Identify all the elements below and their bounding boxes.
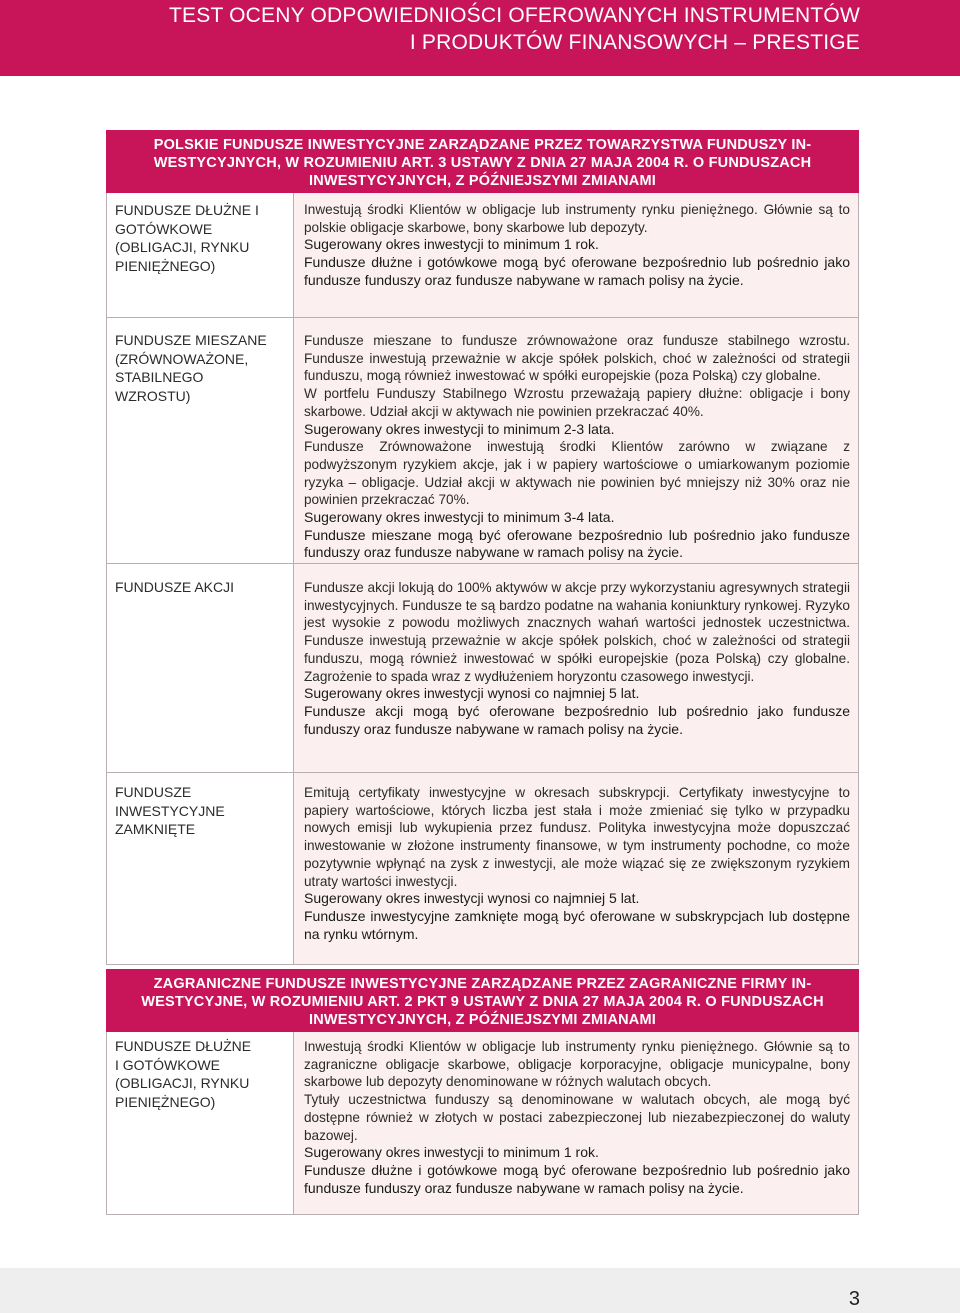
description-paragraph: W portfelu Funduszy Stabilnego Wzrostu przeważają papiery dłużne: obligacje i bony skarbowe. Udział akcji w aktywach nie powinien przekraczać 40%. [304,386,850,419]
section-2-header-line: INWESTYCYJNYCH, Z PÓŹNIEJSZYMI ZMIANAMI [309,1012,656,1028]
fund-row-mixed [106,318,859,564]
description-paragraph: Sugerowany okres inwestycji to minimum 3-4 lata. [304,509,615,526]
fund-type-label-line: PIENIĘŻNEGO) [115,257,216,274]
fund-row-foreign-debt-cash [106,1032,859,1215]
fund-type-label-line: ZAMKNIĘTE [115,821,196,837]
fund-row-debt-cash [106,193,859,318]
description-paragraph: Emitują certyfikaty inwestycyjne w okresach subskrypcji. Certyfikaty inwestycyjne to papiery wartościowe, których liczba jest stała i może zmieniać się tylko w przypadku nowych emisji lub wykupienia przez fundusz. Polityka inwestycyjna może dopuszczać inwestowanie w złożone instrumenty finansowe, w tym instrumenty pochodne, co może pozytywnie wpłynąć na zysk z inwestycji, ale może wiązać się ze zwiększonym ryzykiem utraty wartości inwestycji. [304,785,850,889]
section-1-header-line: POLSKIE FUNDUSZE INWESTYCYJNE ZARZĄDZANE PRZEZ TOWARZYSTWA FUNDUSZY IN- [153,137,812,153]
description-paragraph: Fundusze inwestycyjne zamknięte mogą być oferowane w subskrypcjach lub dostępne na rynku wtórnym. [304,907,850,942]
fund-type-label-line: WZROSTU) [115,387,191,404]
section-1-header-line: INWESTYCYJNYCH, Z PÓŹNIEJSZYMI ZMIANAMI [309,173,656,189]
fund-type-label-line: FUNDUSZE AKCJI [115,579,235,595]
title-line-1: TEST OCENY ODPOWIEDNIOŚCI OFEROWANYCH INSTRUMENTÓW [169,4,860,27]
description-paragraph: Inwestują środki Klientów w obligacje lub instrumenty rynku pieniężnego. Głównie są to zagraniczne obligacje skarbowe, obligacje korporacyjne, obligacje municypalne, bony skarbowe lub depozyty denominowane w różnych walutach obcych. [304,1039,850,1090]
section-2-header-line: ZAGRANICZNE FUNDUSZE INWESTYCYJNE ZARZĄDZANE PRZEZ ZAGRANICZNE FIRMY IN- [153,976,812,992]
section-2-header [106,969,859,1032]
description-paragraph: Sugerowany okres inwestycji to minimum 2-3 lata. [304,420,615,437]
description-paragraph: Sugerowany okres inwestycji wynosi co najmniej 5 lat. [304,890,640,907]
fund-row-equity [106,564,859,773]
fund-row-closed-end [106,773,859,965]
footer-band [0,1268,960,1313]
description-paragraph: Sugerowany okres inwestycji to minimum 1 rok. [304,236,599,253]
fund-type-label-line: (OBLIGACJI, RYNKU [115,1075,250,1091]
title-banner [0,0,960,76]
section-1-header [106,130,859,193]
description-paragraph: Fundusze dłużne i gotówkowe mogą być oferowane bezpośrednio lub pośrednio jako fundusze funduszy oraz fundusze nabywane w ramach polisy na życie. [304,1161,850,1196]
fund-description [294,193,858,317]
page-number: 3 [848,1288,860,1310]
description-paragraph: Fundusze akcji mogą być oferowane bezpośrednio lub pośrednio jako fundusze funduszy oraz fundusze nabywane w ramach polisy na życie. [304,702,850,737]
fund-description [294,773,858,964]
section-2-header-line: WESTYCYJNE, W ROZUMIENIU ART. 2 PKT 9 USTAWY Z DNIA 27 MAJA 2004 R. O FUNDUSZACH [141,994,824,1010]
fund-type-label-line: PIENIĘŻNEGO) [115,1093,216,1110]
description-paragraph: Fundusze akcji lokują do 100% aktywów w akcje przy wykorzystaniu agresywnych strategii inwestycyjnych. Fundusze te są bardzo podatne na wahania koniunktury rynkowej. Ryzyko jest wysokie z powodu możliwych znacznych wahań wartości jednostek uczestnictwa. Fundusze inwestują przeważnie w akcje spółek polskich, choć w zależności od strategii funduszu, mogą również inwestować w spółki europejskie (poza Polską) czy globalne. Zagrożenie to spada wraz z wydłużeniem horyzontu czasowego inwestycji. [304,580,850,684]
section-1-header-line: WESTYCYJNYCH, W ROZUMIENIU ART. 3 USTAWY Z DNIA 27 MAJA 2004 R. O FUNDUSZACH [153,155,812,171]
fund-type-label [107,318,294,563]
description-paragraph: Sugerowany okres inwestycji to minimum 1 rok. [304,1144,599,1161]
description-paragraph: Tytuły uczestnictwa funduszy są denominowane w walutach obcych, ale mogą być dostępne również w złotych w postaci zabezpieczonej lub niezabezpieczonej do waluty bazowej. [304,1092,850,1143]
title-line-2: I PRODUKTÓW FINANSOWYCH – PRESTIGE [409,31,860,54]
fund-type-label [107,1032,294,1214]
fund-type-label-line: I GOTÓWKOWE [115,1056,220,1073]
fund-description [294,564,858,772]
fund-type-label-line: GOTÓWKOWE [115,220,213,237]
description-paragraph: Fundusze Zrównoważone inwestują środki Klientów zarówno w związane z podwyższonym ryzykiem akcje, jak i w papiery wartościowe o umiarkowanym poziomie ryzyka – obligacje. Udział akcji w aktywach nie powinien być mniejszy niż 30% oraz nie powinien przekraczać 70%. [304,439,850,508]
fund-description [294,1032,858,1214]
fund-type-label-line: FUNDUSZE MIESZANE [115,332,267,348]
fund-type-label-line: (ZRÓWNOWAŻONE, [115,350,249,367]
fund-type-label-line: INWESTYCYJNE [115,802,225,819]
fund-type-label-line: FUNDUSZE DŁUŻNE I [115,202,259,218]
fund-description [294,318,858,563]
fund-type-label [107,773,294,964]
fund-type-label-line: (OBLIGACJI, RYNKU [115,239,250,255]
description-paragraph: Fundusze dłużne i gotówkowe mogą być oferowane bezpośrednio lub pośrednio jako fundusze funduszy oraz fundusze nabywane w ramach polisy na życie. [304,254,850,288]
description-paragraph: Sugerowany okres inwestycji wynosi co najmniej 5 lat. [304,685,640,702]
fund-type-label-line: STABILNEGO [115,369,204,385]
description-paragraph: Inwestują środki Klientów w obligacje lub instrumenty rynku pieniężnego. Głównie są to polskie obligacje skarbowe, bony skarbowe lub depozyty. [304,202,850,235]
fund-type-label [107,193,294,317]
fund-type-label-line: FUNDUSZE DŁUŻNE [115,1038,252,1054]
fund-type-label [107,564,294,772]
description-paragraph: Fundusze mieszane mogą być oferowane bezpośrednio lub pośrednio jako fundusze funduszy oraz fundusze nabywane w ramach polisy na życie. [304,526,850,561]
description-paragraph: Fundusze mieszane to fundusze zrównoważone oraz fundusze stabilnego wzrostu. Fundusze inwestują przeważnie w akcje spółek polskich, choć w zależności od strategii funduszu, mogą również inwestować w spółki europejskie (poza Polską) czy globalne. [304,333,850,384]
fund-type-label-line: FUNDUSZE [115,784,192,800]
